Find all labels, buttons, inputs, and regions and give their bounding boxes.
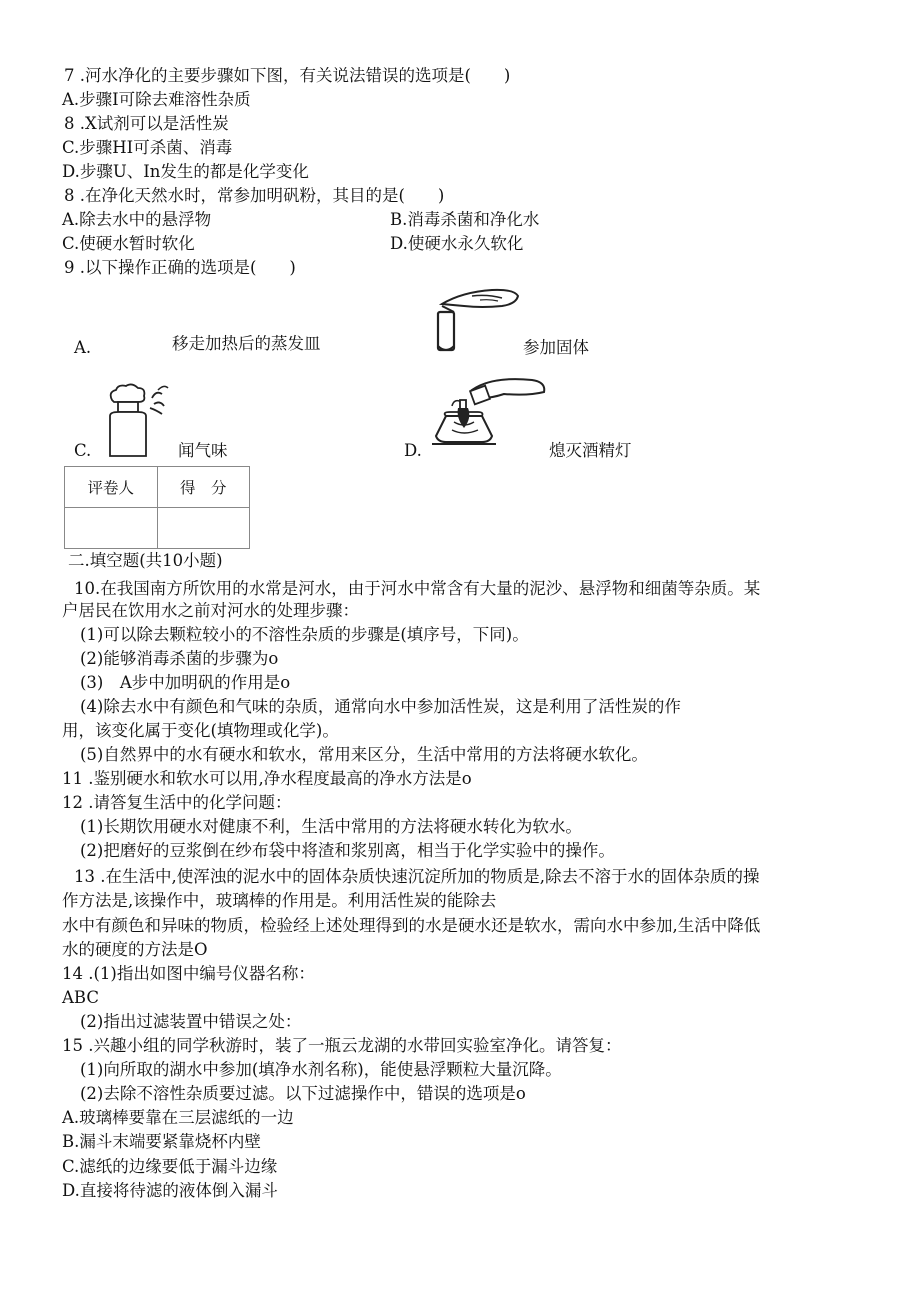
q15-part-2: (2)去除不溶性杂质要过滤。以下过滤操作中，错误的选项是o — [80, 1084, 526, 1103]
q13-line-4: 水的硬度的方法是O — [62, 940, 208, 959]
q15-option-c: C.滤纸的边缘要低于漏斗边缘 — [62, 1157, 278, 1176]
q10-stem-2: 户居民在饮用水之前对河水的处理步骤： — [62, 601, 359, 620]
q15-stem: 15 .兴趣小组的同学秋游时，装了一瓶云龙湖的水带回实验室净化。请答复： — [62, 1036, 622, 1055]
score-header: 得 分 — [157, 467, 250, 508]
q9-option-d-text: 熄灭酒精灯 — [549, 441, 632, 460]
q9-option-c-letter: C. — [74, 441, 92, 460]
q15-option-a: A.玻璃棒要靠在三层滤纸的一边 — [62, 1108, 294, 1127]
score-cell[interactable] — [157, 508, 250, 549]
q10-part-2: (2)能够消毒杀菌的步骤为o — [80, 649, 279, 668]
q14-labels: ABC — [62, 988, 99, 1007]
q10-part-4a: (4)除去水中有颜色和气味的杂质，通常向水中参加活性炭，这是利用了活性炭的作 — [80, 697, 681, 716]
grader-cell[interactable] — [65, 508, 158, 549]
q14-part-2: (2)指出过滤装置中错误之处： — [80, 1012, 302, 1031]
q10-stem-1: 10.在我国南方所饮用的水常是河水，由于河水中常含有大量的泥沙、悬浮物和细菌等杂质。某 — [74, 579, 761, 598]
q7-option-b: 8 .X试剂可以是活性炭 — [64, 114, 229, 133]
q10-part-4b: 用，该变化属于变化(填物理或化学)。 — [62, 721, 339, 740]
q8-option-b: B.消毒杀菌和净化水 — [390, 210, 540, 229]
q10-part-3: (3) A步中加明矾的作用是o — [80, 673, 291, 692]
q8-option-a: A.除去水中的悬浮物 — [62, 210, 212, 229]
q7-stem: 7 .河水净化的主要步骤如下图，有关说法错误的选项是( ) — [64, 66, 511, 85]
q14-stem: 14 .(1)指出如图中编号仪器名称： — [62, 964, 315, 983]
q15-option-d: D.直接将待滤的液体倒入漏斗 — [62, 1181, 278, 1200]
q9-option-b-text: 参加固体 — [523, 338, 589, 357]
alcohol-lamp-illustration — [432, 372, 550, 452]
q7-option-c: C.步骤HI可杀菌、消毒 — [62, 138, 233, 157]
q13-line-2: 作方法是,该操作中，玻璃棒的作用是。利用活性炭的能除去 — [62, 891, 497, 910]
q7-option-d: D.步骤U、In发生的都是化学变化 — [62, 162, 309, 181]
q8-stem: 8 .在净化天然水时，常参加明矾粉，其目的是( ) — [64, 186, 445, 205]
q10-part-1: (1)可以除去颗粒较小的不溶性杂质的步骤是(填序号，下同)。 — [80, 625, 529, 644]
q11-stem: 11 .鉴别硬水和软水可以用,净水程度最高的净水方法是o — [62, 769, 472, 788]
q8-option-d: D.使硬水永久软化 — [390, 234, 524, 253]
q12-stem: 12 .请答复生活中的化学问题： — [62, 793, 292, 812]
q8-option-c: C.使硬水暂时软化 — [62, 234, 195, 253]
section2-title: 二.填空题(共10小题) — [68, 551, 223, 570]
q9-option-a-text: 移走加热后的蒸发皿 — [172, 334, 321, 353]
q12-part-2: (2)把磨好的豆浆倒在纱布袋中将渣和浆别离，相当于化学实验中的操作。 — [80, 841, 615, 860]
q15-option-b: B.漏斗末端要紧靠烧杯内壁 — [62, 1132, 261, 1151]
grader-header: 评卷人 — [65, 467, 158, 508]
q7-option-a: A.步骤I可除去难溶性杂质 — [62, 90, 251, 109]
q9-stem: 9 .以下操作正确的选项是( ) — [64, 258, 296, 277]
q9-option-c-text: 闻气味 — [178, 441, 228, 460]
q13-line-3: 水中有颜色和异味的物质，检验经上述处理得到的水是硬水还是软水，需向水中参加,生活中降低 — [62, 916, 761, 935]
q15-part-1: (1)向所取的湖水中参加(填净水剂名称)，能使悬浮颗粒大量沉降。 — [80, 1060, 562, 1079]
q10-part-5: (5)自然界中的水有硬水和软水，常用来区分，生活中常用的方法将硬水软化。 — [80, 745, 648, 764]
q9-option-d-letter: D. — [404, 441, 422, 460]
q12-part-1: (1)长期饮用硬水对健康不利，生活中常用的方法将硬水转化为软水。 — [80, 817, 582, 836]
score-table — [64, 466, 250, 549]
q13-line-1: 13 .在生活中,使浑浊的泥水中的固体杂质快速沉淀所加的物质是,除去不溶于水的固体杂质的操 — [74, 867, 760, 886]
smell-gas-illustration — [100, 380, 180, 460]
add-solid-illustration — [432, 286, 522, 356]
q9-option-a-letter: A. — [74, 338, 92, 357]
